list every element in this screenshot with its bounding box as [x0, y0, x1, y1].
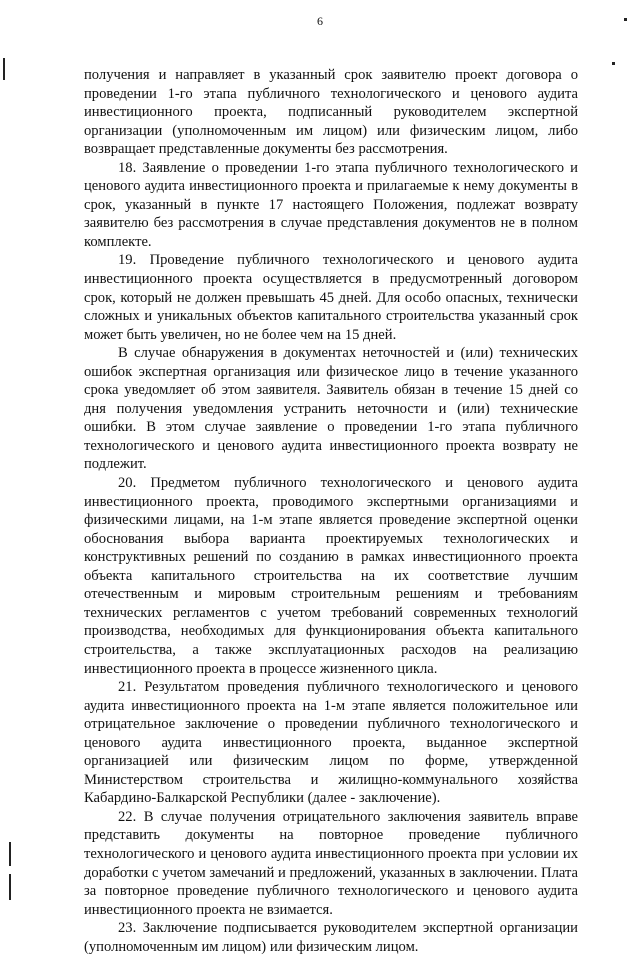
document-body	[84, 66, 578, 956]
scan-mark-left-bottom-1	[9, 842, 11, 866]
paragraph-19-errors: В случае обнаружения в документах неточностей и (или) технических ошибок экспертная организация или физическое лицо в течение указанного срока уведомляет об этом заявителя. Заявитель обязан в течение 15 дней со дня получения уведомления устранить неточности и (или) технические ошибки. В этом случае заявление о проведении 1-го этапа публичного технологического и ценового аудита инвестиционного проекта возврату не подлежит.	[84, 345, 578, 473]
paragraph-21: 21. Результатом проведения публичного технологического и ценового аудита инвестиционного проекта на 1-м этапе является положительное или отрицательное заключение о проведении публичного технологического и ценового аудита инвестиционного проекта, выданное экспертной организацией или физическим лицом по форме, утвержденной Министерством строительства и жилищно-коммунального хозяйства Кабардино-Балкарской Республики (далее - заключение).	[84, 679, 578, 807]
paragraph-19: 19. Проведение публичного технологического и ценового аудита инвестиционного проекта осуществляется в предусмотренный договором срок, который не должен превышать 45 дней. Для особо опасных, технически сложных и уникальных объектов капитального строительства указанный срок может быть увеличен, но не более чем на 15 дней.	[84, 252, 578, 343]
paragraph-20: 20. Предметом публичного технологического и ценового аудита инвестиционного проекта, проводимого экспертными организациями и физическими лицами, на 1-м этапе является проведение экспертной оценки обоснования выбора варианта проектируемых технологических и конструктивных решений по созданию в рамках инвестиционного проекта объекта капитального строительства на их соответствие лучшим отечественным и мировым строительным решениям и требованиям технических регламентов с учетом требований современных технологий производства, необходимых для функционирования объекта капитального строительства, а также эксплуатационных расходов на реализацию инвестиционного проекта в процессе жизненного цикла.	[84, 475, 578, 677]
scan-mark-right-dot	[612, 62, 615, 65]
scan-mark-right-top	[624, 18, 627, 21]
paragraph-18: 18. Заявление о проведении 1-го этапа публичного технологического и ценового аудита инвестиционного проекта и прилагаемые к нему документы в срок, указанный в пункте 17 настоящего Положения, подлежат возврату заявителю без рассмотрения в случае представления документов не в полном комплекте.	[84, 159, 578, 250]
paragraph-continuation: получения и направляет в указанный срок заявителю проект договора о проведении 1-го этапа публичного технологического и ценового аудита инвестиционного проекта, подписанный руководителем экспертной организации (уполномоченным им лицом) или физическим лицом, либо возвращает представленные документы без рассмотрения.	[84, 67, 578, 158]
scan-mark-left-top	[3, 58, 5, 80]
scan-mark-left-bottom-2	[9, 874, 11, 900]
paragraph-22: 22. В случае получения отрицательного заключения заявитель вправе представить документы на повторное проведение публичного технологического и ценового аудита инвестиционного проекта при условии их доработки с учетом замечаний и предложений, указанных в заключении. Плата за повторное проведение публичного технологического и ценового аудита инвестиционного проекта не взимается.	[84, 808, 578, 918]
paragraph-23: 23. Заключение подписывается руководителем экспертной организации (уполномоченным им лицом) или физическим лицом.	[84, 920, 578, 955]
page-number: 6	[317, 14, 323, 28]
